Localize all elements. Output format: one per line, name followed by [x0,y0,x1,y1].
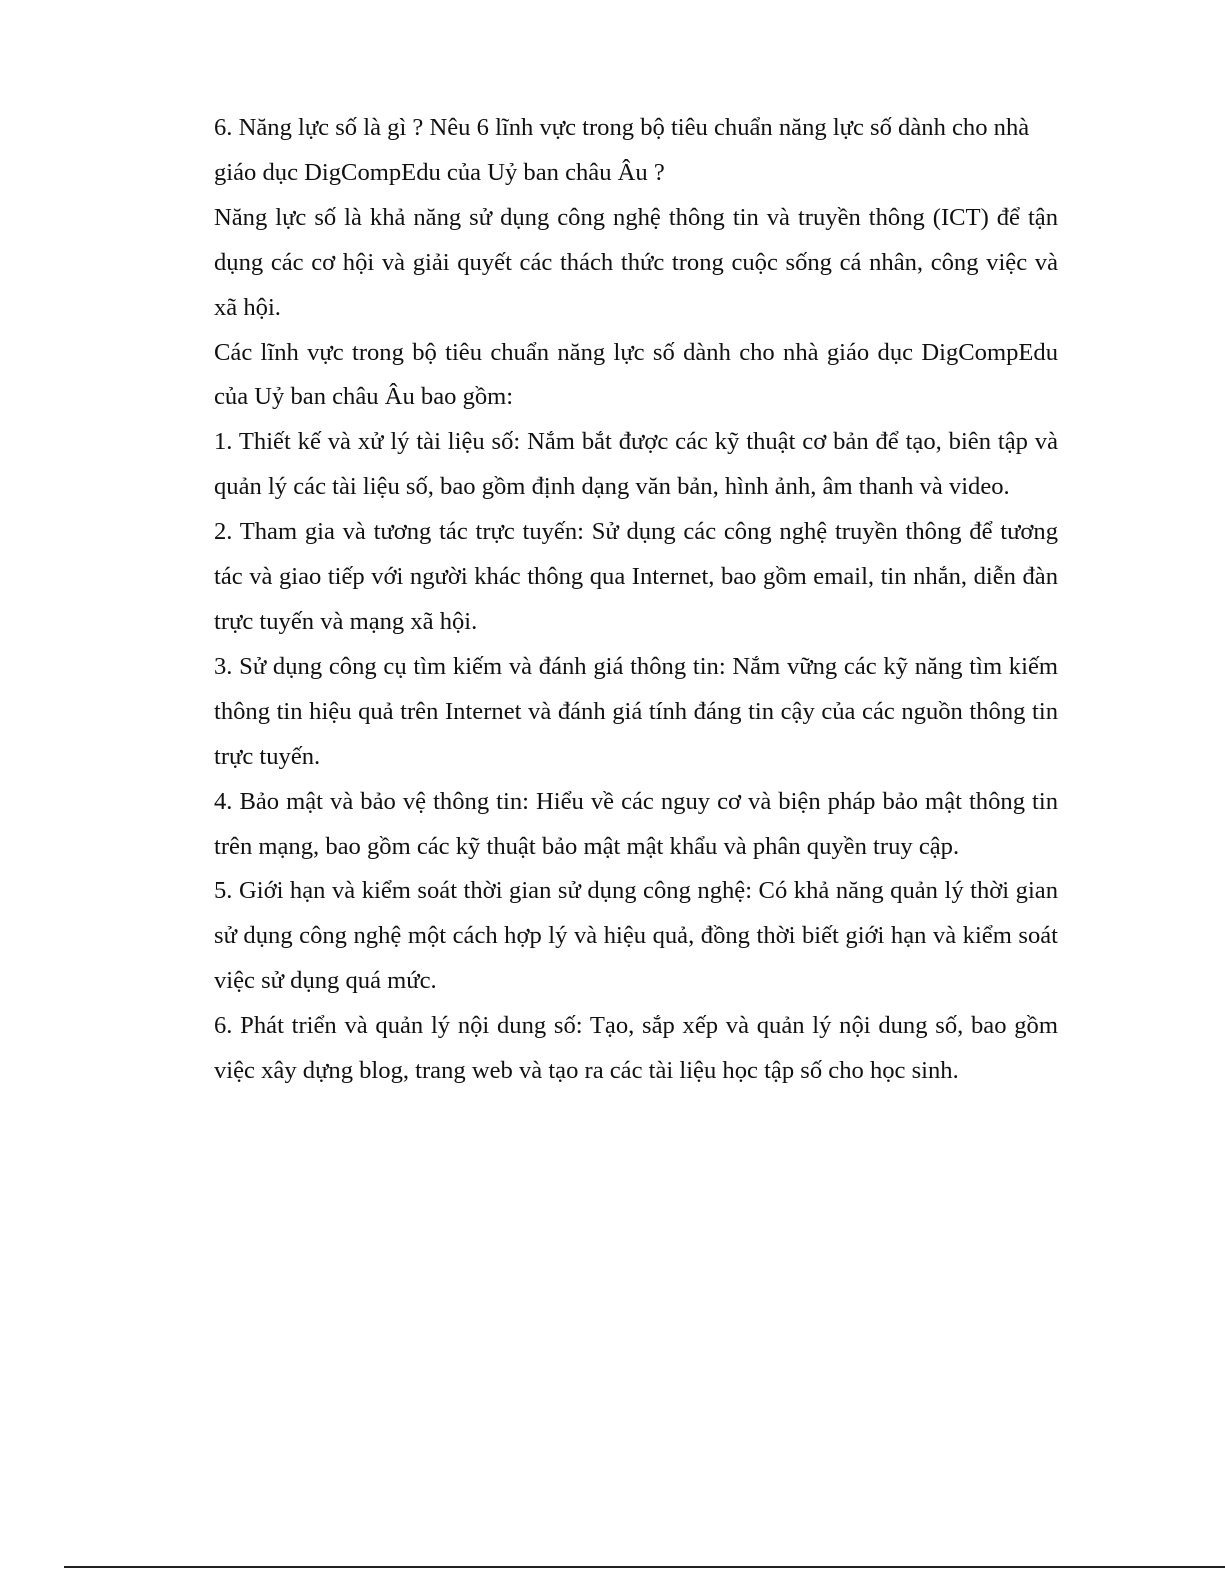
list-item: 1. Thiết kế và xử lý tài liệu số: Nắm bắt được các kỹ thuật cơ bản để tạo, biên tập và quản lý các tài liệu số, bao gồm định dạng văn bản, hình ảnh, âm thanh và video. [214,428,1058,501]
question-heading: 6. Năng lực số là gì ? Nêu 6 lĩnh vực trong bộ tiêu chuẩn năng lực số dành cho nhà giáo dục DigCompEdu của Uỷ ban châu Âu ? [214,114,1030,186]
page-bottom-divider [64,1566,1225,1568]
document-page [214,106,1058,1094]
list-item: 4. Bảo mật và bảo vệ thông tin: Hiểu về các nguy cơ và biện pháp bảo mật thông tin trên mạng, bao gồm các kỹ thuật bảo mật mật khẩu và phân quyền truy cập. [214,787,1058,860]
intro-paragraph: Các lĩnh vực trong bộ tiêu chuẩn năng lực số dành cho nhà giáo dục DigCompEdu của Uỷ ban châu Âu bao gồm: [214,338,1058,411]
list-item: 3. Sử dụng công cụ tìm kiếm và đánh giá thông tin: Nắm vững các kỹ năng tìm kiếm thông tin hiệu quả trên Internet và đánh giá tính đáng tin cậy của các nguồn thông tin trực tuyến. [214,652,1058,770]
list-item: 5. Giới hạn và kiểm soát thời gian sử dụng công nghệ: Có khả năng quản lý thời gian sử dụng công nghệ một cách hợp lý và hiệu quả, đồng thời biết giới hạn và kiểm soát việc sử dụng quá mức. [214,877,1058,995]
list-item: 6. Phát triển và quản lý nội dung số: Tạo, sắp xếp và quản lý nội dung số, bao gồm việc xây dựng blog, trang web và tạo ra các tài liệu học tập số cho học sinh. [214,1012,1058,1085]
definition-paragraph: Năng lực số là khả năng sử dụng công nghệ thông tin và truyền thông (ICT) để tận dụng các cơ hội và giải quyết các thách thức trong cuộc sống cá nhân, công việc và xã hội. [214,203,1058,321]
list-item: 2. Tham gia và tương tác trực tuyến: Sử dụng các công nghệ truyền thông để tương tác và giao tiếp với người khác thông qua Internet, bao gồm email, tin nhắn, diễn đàn trực tuyến và mạng xã hội. [214,518,1058,635]
